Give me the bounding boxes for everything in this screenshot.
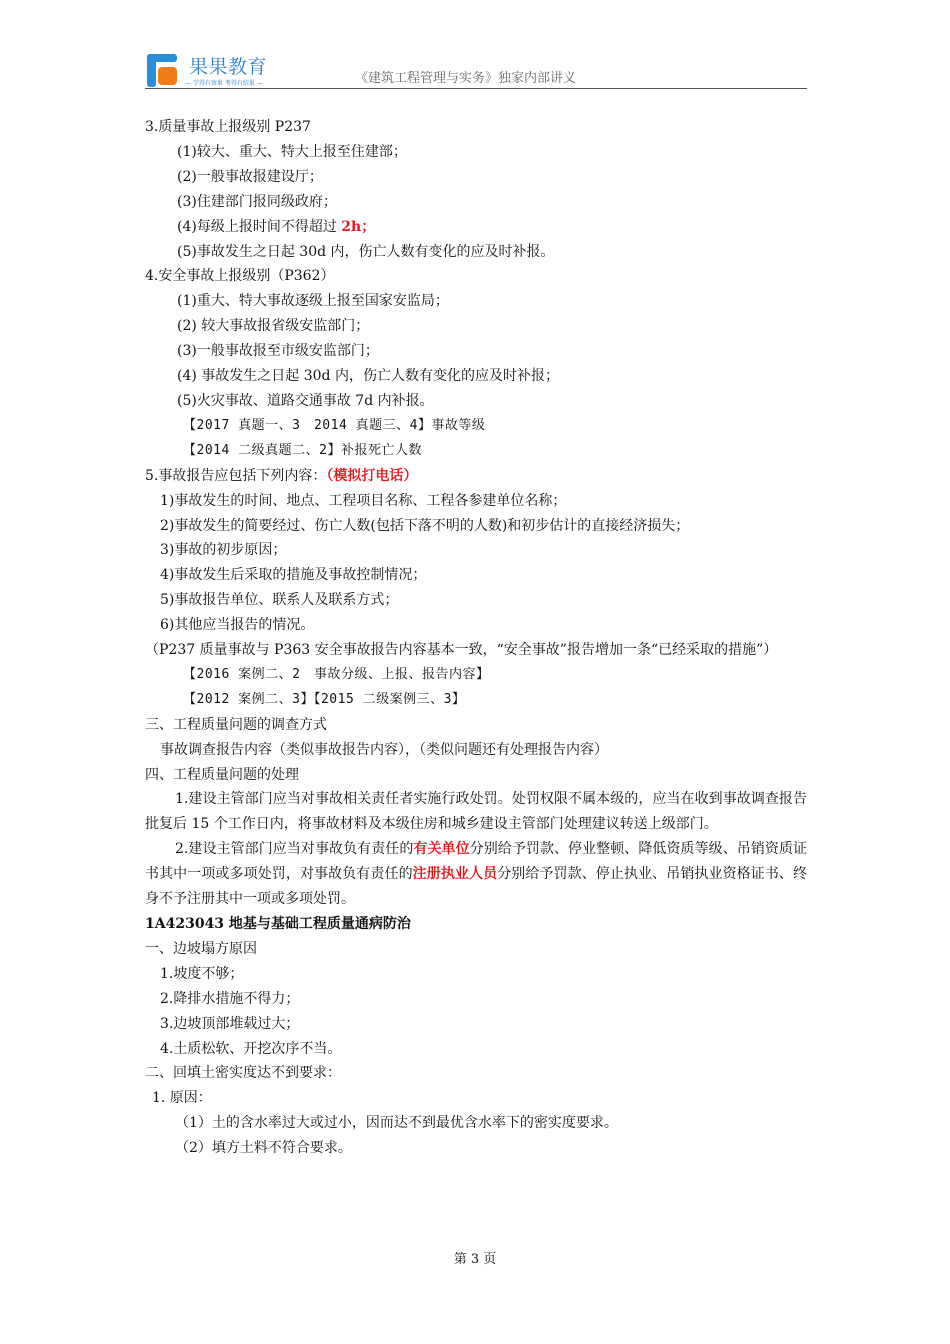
text-line bbox=[145, 613, 807, 638]
text-line bbox=[145, 538, 807, 563]
text-line bbox=[145, 264, 807, 289]
text-line bbox=[145, 962, 807, 987]
text-segment: (5)火灾事故、道路交通事故 7d 内补报。 bbox=[177, 392, 434, 409]
text-line bbox=[145, 140, 807, 165]
text-line bbox=[145, 1012, 807, 1037]
text-segment: 【2017 真题一、3 2014 真题三、4】事故等级 bbox=[183, 417, 486, 433]
text-segment: 1A423043 地基与基础工程质量通病防治 bbox=[145, 916, 411, 932]
text-line bbox=[145, 165, 807, 190]
text-line bbox=[145, 514, 807, 539]
text-segment: (2) 较大事故报省级安监部门； bbox=[177, 318, 370, 335]
text-segment: 事故调查报告内容（类似事故报告内容），（类似问题还有处理报告内容） bbox=[160, 741, 608, 758]
highlighted-text: 2h； bbox=[341, 218, 376, 235]
text-segment: (3)住建部门报同级政府； bbox=[177, 193, 337, 210]
text-line bbox=[145, 1111, 807, 1136]
text-segment: (4)每级上报时间不得超过 bbox=[177, 218, 342, 235]
text-line bbox=[145, 713, 807, 738]
brand-logo bbox=[145, 54, 181, 88]
text-line bbox=[145, 489, 807, 514]
highlighted-text: 有关单位 bbox=[413, 841, 470, 858]
text-segment: 2.建设主管部门应当对事故负有责任的 bbox=[175, 841, 414, 858]
brand-name: 果果教育 bbox=[189, 56, 268, 78]
text-segment: (3)一般事故报至市级安监部门； bbox=[177, 343, 379, 360]
text-segment: 分别给予罚款、停业整顿、降低资质等级、吊销资质证书其中一项或多项处罚，对事故负有责任的 bbox=[145, 841, 808, 883]
text-segment: 5)事故报告单位、联系人及联系方式； bbox=[160, 592, 399, 609]
text-segment: 4.土质松软、开挖次序不当。 bbox=[160, 1040, 342, 1057]
text-line bbox=[145, 215, 807, 240]
text-segment: 分别给予罚款、停止执业、吊销执业资格证书、终身不予注册其中一项或多项处罚。 bbox=[145, 866, 808, 908]
text-line bbox=[145, 364, 807, 389]
text-segment: (1)重大、特大事故逐级上报至国家安监局； bbox=[177, 293, 449, 310]
text-line bbox=[145, 1061, 807, 1086]
text-segment: 【2012 案例二、3】【2015 二级案例三、3】 bbox=[183, 691, 466, 707]
text-segment: 1)事故发生的时间、地点、工程项目名称、工程各参建单位名称； bbox=[160, 492, 567, 509]
text-line bbox=[145, 987, 807, 1012]
page-number: 第 3 页 bbox=[453, 1252, 497, 1267]
text-segment: （2）填方土料不符合要求。 bbox=[175, 1140, 352, 1157]
page-header bbox=[145, 52, 807, 89]
text-line bbox=[145, 464, 807, 489]
text-segment: 2.降排水措施不得力； bbox=[160, 990, 300, 1007]
text-segment: 5.事故报告应包括下列内容： bbox=[145, 467, 327, 484]
text-line bbox=[145, 738, 807, 763]
text-line bbox=[145, 1037, 807, 1062]
document-title: 《建筑工程管理与实务》独家内部讲义 bbox=[355, 71, 577, 86]
brand-slogan: — 学得有效果 考得有结果 — bbox=[185, 80, 263, 87]
text-segment: 一、边坡塌方原因 bbox=[145, 940, 257, 957]
text-segment: （1）土的含水率过大或过小，因而达不到最优含水率下的密实度要求。 bbox=[175, 1115, 618, 1132]
text-line bbox=[145, 190, 807, 215]
text-segment: 3.质量事故上报级别 P237 bbox=[145, 119, 311, 135]
highlighted-text: （模拟打电话） bbox=[326, 467, 418, 484]
text-line bbox=[145, 663, 807, 688]
paragraph bbox=[145, 787, 807, 837]
text-line bbox=[145, 240, 807, 265]
text-segment: 1. 原因： bbox=[152, 1090, 212, 1107]
text-line bbox=[145, 688, 807, 713]
text-segment: 1.建设主管部门应当对事故相关责任者实施行政处罚。处罚权限不属本级的，应当在收到事故调查报告批复后 15 个工作日内，将事故材料及本级住房和城乡建设主管部门处理建议转送上级部门。 bbox=[145, 791, 807, 833]
text-segment: 四、工程质量问题的处理 bbox=[145, 766, 299, 783]
text-segment: (5)事故发生之日起 30d 内，伤亡人数有变化的应及时补报。 bbox=[177, 243, 555, 260]
text-segment: （P237 质量事故与 P363 安全事故报告内容基本一致，“安全事故”报告增加一条“已经采取的措施”） bbox=[145, 642, 778, 659]
text-segment: 3)事故的初步原因； bbox=[160, 542, 287, 559]
text-line bbox=[145, 314, 807, 339]
text-line bbox=[145, 763, 807, 788]
text-line bbox=[145, 414, 807, 439]
text-line bbox=[145, 439, 807, 464]
text-segment: 2)事故发生的简要经过、伤亡人数(包括下落不明的人数)和初步估计的直接经济损失； bbox=[160, 517, 690, 534]
text-segment: 4)事故发生后采取的措施及事故控制情况； bbox=[160, 567, 427, 584]
highlighted-text: 注册执业人员 bbox=[412, 866, 498, 883]
text-segment: (1)较大、重大、特大上报至住建部； bbox=[177, 143, 407, 160]
section-heading bbox=[145, 912, 807, 937]
paragraph bbox=[145, 638, 807, 663]
text-line bbox=[145, 389, 807, 414]
text-line bbox=[145, 563, 807, 588]
text-segment: (2)一般事故报建设厅； bbox=[177, 168, 323, 185]
text-segment: 6)其他应当报告的情况。 bbox=[160, 617, 315, 634]
text-segment: 【2014 二级真题二、2】补报死亡人数 bbox=[183, 442, 422, 458]
text-segment: 二、回填土密实度达不到要求： bbox=[145, 1065, 341, 1082]
text-line bbox=[145, 289, 807, 314]
text-segment: 1.坡度不够； bbox=[160, 965, 244, 982]
text-line bbox=[145, 115, 807, 140]
text-line bbox=[145, 1086, 807, 1111]
text-line bbox=[145, 588, 807, 613]
text-segment: 三、工程质量问题的调查方式 bbox=[145, 716, 327, 733]
text-line bbox=[145, 1136, 807, 1161]
text-segment: (4) 事故发生之日起 30d 内，伤亡人数有变化的应及时补报； bbox=[177, 368, 559, 385]
paragraph bbox=[145, 837, 807, 912]
document-body bbox=[145, 115, 807, 1161]
text-segment: 3.边坡顶部堆载过大； bbox=[160, 1015, 300, 1032]
text-segment: 【2016 案例二、2 事故分级、上报、报告内容】 bbox=[183, 666, 490, 682]
text-line bbox=[145, 937, 807, 962]
text-line bbox=[145, 339, 807, 364]
text-segment: 4.安全事故上报级别（P362） bbox=[145, 268, 335, 285]
